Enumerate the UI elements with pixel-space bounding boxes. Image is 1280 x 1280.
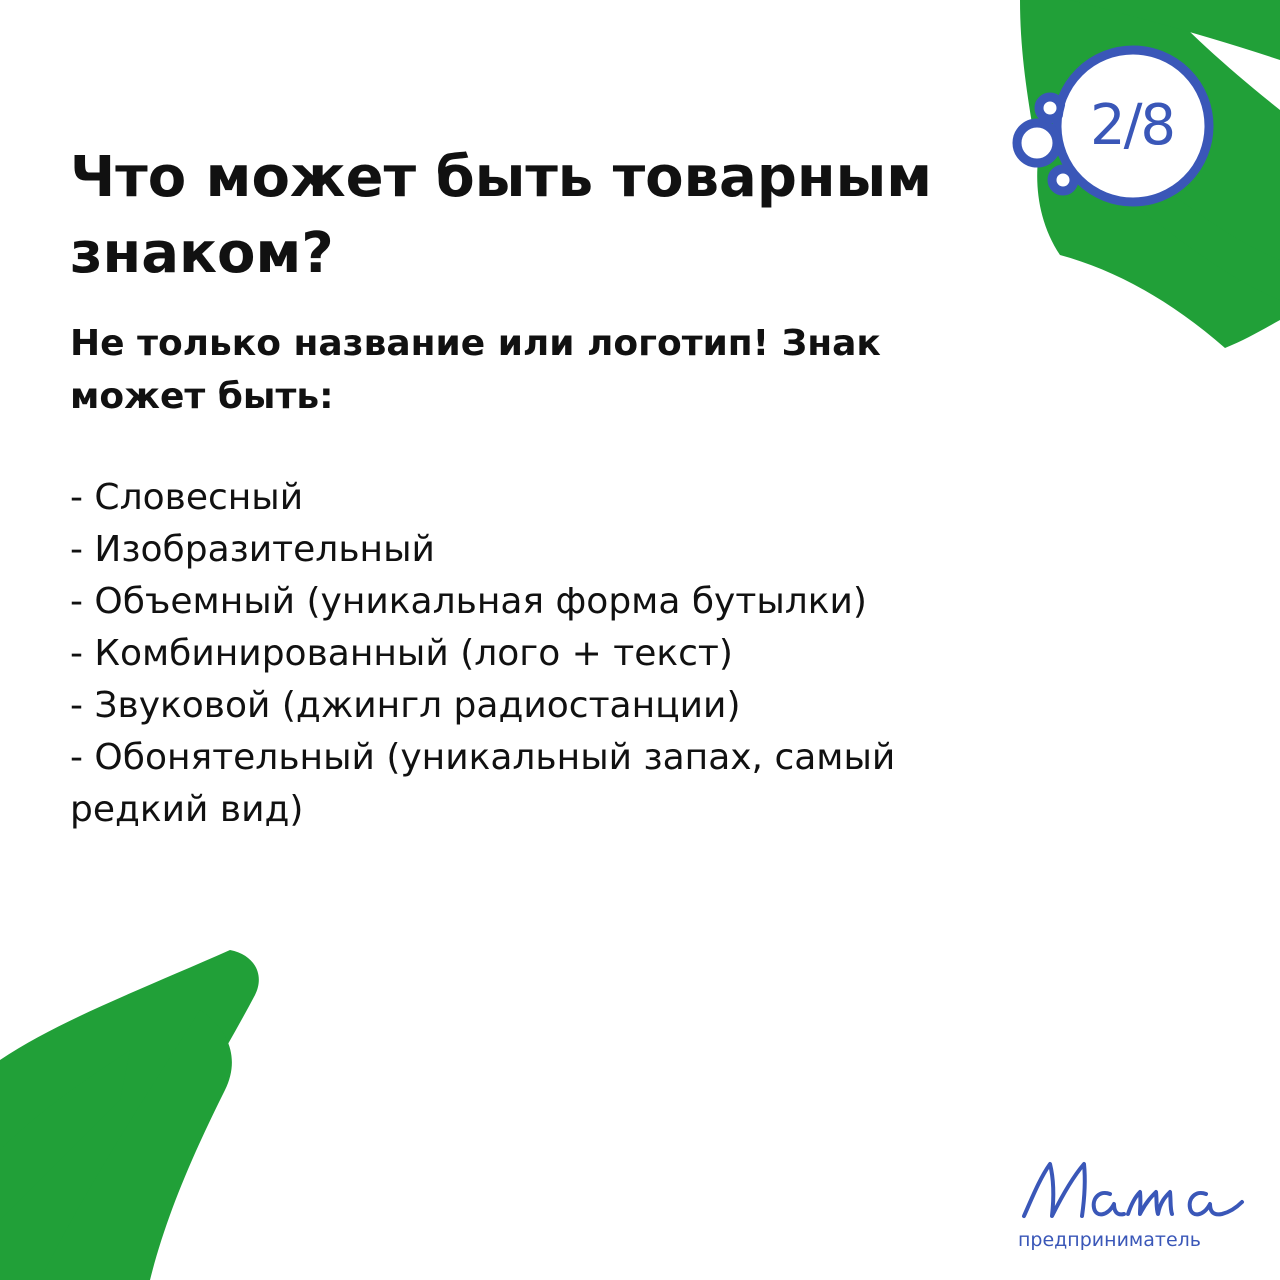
list-item: - Комбинированный (лого + текст) <box>70 633 733 674</box>
intro-text <box>70 317 1030 423</box>
title-line-2: знаком? <box>70 221 334 286</box>
trademark-types-list <box>70 472 1130 836</box>
list-item: - Словесный <box>70 477 304 518</box>
list-item: - Звуковой (джингл радиостанции) <box>70 685 741 726</box>
slide-counter: 2/8 <box>1089 93 1175 158</box>
brand-logo-script <box>1010 1150 1250 1230</box>
list-item: - Изобразительный <box>70 529 435 570</box>
page-title <box>70 140 1030 292</box>
intro-line-1: Не только название или логотип! Знак <box>70 323 881 364</box>
list-item: редкий вид) <box>70 789 304 830</box>
list-item: - Объемный (уникальная форма бутылки) <box>70 581 867 622</box>
list-item: - Обонятельный (уникальный запах, самый <box>70 737 896 778</box>
intro-line-2: может быть: <box>70 376 334 417</box>
title-line-1: Что может быть товарным <box>70 145 933 210</box>
brand-logo-subtitle: предприниматель <box>1018 1229 1201 1251</box>
